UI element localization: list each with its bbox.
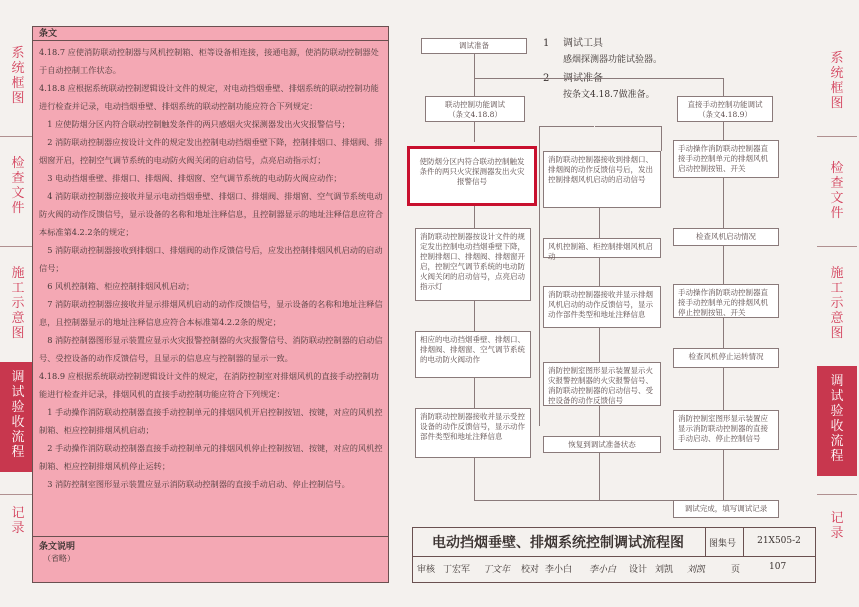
review-signature: 丁文年	[483, 565, 511, 575]
flow-manual-title: 直接手动控制功能调试 （条文4.18.9）	[677, 96, 773, 122]
page-label: 页	[731, 565, 741, 575]
note-text: 感烟探测器功能试验器。	[563, 55, 663, 65]
flow-step: 消防联动控制器按设计文件的规定发出控制电动挡烟垂壁下降，控制排烟口、排烟阀、排烟窗开启，控制空气调节系统的电动防火阀关闭的启动信号，点亮启动指示灯	[415, 228, 531, 301]
clause-para: 1 手动操作消防联动控制器直接手动控制单元的排烟风机开启控制按钮、按键，对应的风机控制箱、柜应控制排烟风机启动；	[39, 407, 383, 435]
flow-step: 恢复到调试准备状态	[543, 436, 661, 453]
clause-para: 7 消防联动控制器应接收并显示排烟风机启动的动作反馈信号，显示设备的名称和地址注释信息，且控制器显示的地址注释信息应符合本标准第4.2.2条的规定；	[39, 299, 383, 327]
flow-step: 消防控制室图形显示装置应显示消防联动控制器的直接手动启动、停止控制信号	[673, 410, 779, 450]
note-num: 1	[543, 38, 550, 49]
right-tab-records[interactable]: 记录	[830, 511, 844, 541]
check-label: 校对	[521, 565, 540, 575]
right-tab-construction[interactable]: 施工示意图	[830, 266, 844, 341]
clause-para: 1 应使防烟分区内符合联动控制触发条件的两只感烟火灾探测器发出火灾报警信号；	[47, 119, 350, 129]
explanation-text: （省略）	[43, 554, 75, 563]
design-label: 设计	[629, 565, 648, 575]
design-signature: 刘凯	[687, 565, 706, 575]
clause-para: 8 消防控制器图形显示装置应显示火灾报警控制器的火灾报警信号、消防联动控制器的启动信号、受控设备的动作反馈信号，且显示的信息应与控制器的显示一致。	[39, 335, 383, 363]
left-tab-records[interactable]: 记录	[11, 506, 25, 536]
clause-para: 3 消防控制室图形显示装置应显示消防联动控制器的直接手动启动、停止控制信号。	[47, 479, 350, 489]
clause-para: 4.18.7 应使消防联动控制器与风机控制箱、柜等设备相连接，接通电源，使消防联动控制器处于自动控制工作状态。	[39, 47, 379, 75]
clause-panel	[32, 26, 389, 537]
right-tab-bar	[817, 26, 857, 586]
atlas-label: 图集号	[709, 539, 737, 549]
clause-para: 4.18.8 应根据系统联动控制逻辑设计文件的规定，对电动挡烟垂壁、排烟系统的联动控制功能进行检查并记录，电动挡烟垂壁、排烟系统的联动控制功能应符合下列规定：	[39, 83, 379, 111]
clause-para: 6 风机控制箱、柜应控制排烟风机启动；	[47, 281, 195, 291]
left-tab-inspection-docs[interactable]: 检查文件	[11, 156, 25, 216]
clause-para: 4 消防联动控制器应接收并显示电动挡烟垂壁、排烟口、排烟阀、排烟窗、空气调节系统电动防火阀的动作反馈信号，显示设备的名称和地址注释信息，且控制器显示的地址注释信息应符合本标准第4.2.2条的规定；	[39, 191, 383, 237]
clause-para: 5 消防联动控制器接收到排烟口、排烟阀的动作反馈信号后，应发出控制排烟风机启动的启动信号；	[39, 245, 383, 273]
left-tab-bar	[0, 26, 36, 586]
page-number: 107	[769, 562, 787, 572]
review-name: 丁宏军	[443, 565, 471, 575]
clause-body	[39, 43, 385, 493]
flow-prep: 调试准备	[421, 38, 527, 54]
flow-step: 消防联动控制器接收并显示排烟风机启动的动作反馈信号，显示动作部件类型和地址注释信息	[543, 286, 661, 328]
flow-step: 手动操作消防联动控制器直接手动控制单元的排烟风机停止控制按钮、开关	[673, 284, 779, 318]
right-tab-commissioning[interactable]: 调试验收流程	[817, 366, 857, 476]
flow-step: 消防联动控制器接收并显示受控设备的动作反馈信号，显示动作部件类型和地址注释信息	[415, 408, 531, 458]
left-tab-commissioning[interactable]: 调试验收流程	[0, 362, 36, 472]
check-signature: 李小白	[589, 565, 617, 575]
clause-explanation	[32, 537, 389, 583]
flow-step: 检查风机停止运转情况	[673, 348, 779, 368]
design-name: 刘凯	[655, 565, 674, 575]
clause-para: 4.18.9 应根据系统联动控制逻辑设计文件的规定，在消防控制室对排烟风机的直接手动控制功能进行检查并记录，排烟风机的直接手动控制功能应符合下列规定：	[39, 371, 379, 399]
clause-para: 3 电动挡烟垂壁、排烟口、排烟阀、排烟窗、空气调节系统的电动防火阀应动作；	[47, 173, 342, 183]
flow-step: 手动操作消防联动控制器直接手动控制单元的排烟风机启动控制按钮、开关	[673, 140, 779, 178]
drawing-title: 电动挡烟垂壁、排烟系统控制调试流程图	[432, 535, 684, 551]
flow-linkage-title: 联动控制功能调试 （条文4.18.8）	[425, 96, 525, 122]
flow-step: 检查风机启动情况	[673, 228, 779, 246]
clause-para: 2 手动操作消防联动控制器直接手动控制单元的排烟风机停止控制按钮、按键，对应的风机控制箱、柜应控制排烟风机停止运转；	[39, 443, 383, 471]
title-block	[412, 527, 816, 583]
right-tab-inspection-docs[interactable]: 检查文件	[830, 161, 844, 221]
left-tab-construction[interactable]: 施工示意图	[11, 266, 25, 341]
flow-step: 调试完成，填写调试记录	[673, 500, 779, 518]
flow-step: 相应的电动挡烟垂壁、排烟口、排烟阀、排烟窗、空气调节系统的电动防火阀动作	[415, 331, 531, 378]
note-text: 按条文4.18.7做准备。	[563, 90, 655, 100]
flow-step: 风机控制箱、柜控制排烟风机启动	[543, 238, 661, 258]
clause-header: 条文	[33, 27, 388, 41]
flow-step: 消防控制室图形显示装置显示火灾报警控制器的火灾报警信号、消防联动控制器的启动信号、受控设备的动作反馈信号	[543, 362, 661, 406]
flowchart	[395, 28, 815, 528]
check-name: 李小白	[545, 565, 573, 575]
atlas-number: 21X505-2	[757, 536, 801, 546]
review-label: 审核	[417, 565, 436, 575]
flow-step-highlighted: 使防烟分区内符合联动控制触发条件的两只火灾探测器发出火灾报警信号	[407, 146, 537, 206]
right-tab-system-diagram[interactable]: 系统框图	[830, 51, 844, 111]
clause-para: 2 消防联动控制器应按设计文件的规定发出控制电动挡烟垂壁下降，控制排烟口、排烟阀、排烟窗开启，控制空气调节系统的电动防火阀关闭的启动信号，点亮启动指示灯；	[39, 137, 383, 165]
explanation-title: 条文说明	[39, 542, 76, 552]
flow-step: 消防联动控制器接收到排烟口、排烟阀的动作反馈信号后，发出控制排烟风机启动的启动信号	[543, 151, 661, 208]
left-tab-system-diagram[interactable]: 系统框图	[11, 46, 25, 106]
note-title: 调试工具	[563, 38, 603, 49]
